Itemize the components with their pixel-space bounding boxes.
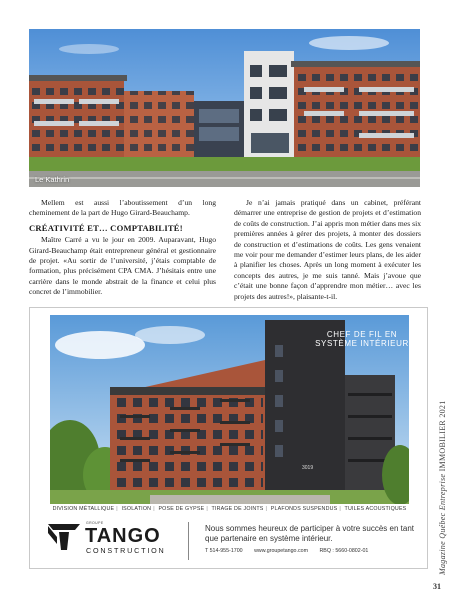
service-item: ISOLATION [121,506,152,512]
running-head-section: IMMOBILIER 2021 [438,400,447,472]
logo-subtitle: CONSTRUCTION [86,546,166,555]
building-number: 3019 [302,465,314,471]
logo-small-label: GROUPE [86,521,104,525]
tango-logo [48,520,178,556]
ad-headline-line1: CHEF DE FIL EN [326,330,398,339]
article-paragraph: Maître Carré a vu le jour en 2009. Auparavant, Hugo Girard-Beauchamp était entrepreneur général et gestionnaire de projet. «Au sortir de l’université, j’étais comptable de formation, plus précisément CPA CMA. J’hésitais entre une carrière dans le monde abstrait de la finance et celui plus concret de l’immobilier. [29,235,216,297]
contact-rbq: RBQ : 5660-0802-01 [319,548,369,554]
running-head [438,400,447,575]
service-item: TUILES ACOUSTIQUES [344,506,407,512]
service-item: POSE DE GYPSE [158,506,205,512]
service-item: PLAFONDS SUSPENDUS [270,506,338,512]
building-photo [29,29,420,187]
article-column-right [234,198,421,302]
logo-name: TANGO [85,525,161,547]
ad-contact [205,548,425,554]
section-heading: CRÉATIVITÉ ET… COMPTABILITÉ! [29,222,183,233]
article-paragraph: Mellem est aussi l’aboutissement d’un long cheminement de la part de Hugo Girard-Beauchamp. [29,198,216,218]
service-item: DIVISION MÉTALLIQUE [52,506,115,512]
service-item: TIRAGE DE JOINTS [211,506,264,512]
ad-headline-line2: SYSTÈME INTÉRIEUR [315,339,409,348]
ad-tagline: Nous sommes heureux de participer à votre succès en tant que partenaire en système intérieur. [205,524,414,543]
tango-logo-mark-icon [48,524,80,550]
running-head-magazine: Magazine [438,541,447,575]
tango-advertisement [29,307,428,569]
contact-website[interactable]: www.groupetango.com [254,548,308,554]
article-column-left [29,198,216,298]
services-list: DIVISION MÉTALLIQUE | ISOLATION | POSE DE GYPSE | TIRAGE DE JOINTS | PLAFONDS SUSPENDUS | TUILES ACOUSTIQUES [52,506,407,512]
contact-phone: T 514-955-1700 [205,548,243,554]
running-head-publication: Québec Entreprise [438,473,447,539]
article-paragraph: Je n’ai jamais pratiqué dans un cabinet, préférant démarrer une entreprise de gestion de projets et d’estimation de coûts de construction. J’ai appris mon métier dans mes six premières années à gérer des projets, à monter des dossiers de construction et d’estimations de coûts. Les gens venaient me voir pour me demander d’estimer leurs plans, de les aider à planifier les choses. Après un long moment à exécuter les concepts des autres, je me suis tanné. Mais j’avoue que c’était une bonne façon d’apprendre mon métier… avec les projets des autres!», plaisante-t-il. [234,198,421,301]
ad-headline [307,330,417,348]
photo-caption: Le Kathrin [35,175,70,184]
building-illustration [29,29,420,187]
ad-divider [188,522,189,560]
page-number: 31 [433,582,441,591]
